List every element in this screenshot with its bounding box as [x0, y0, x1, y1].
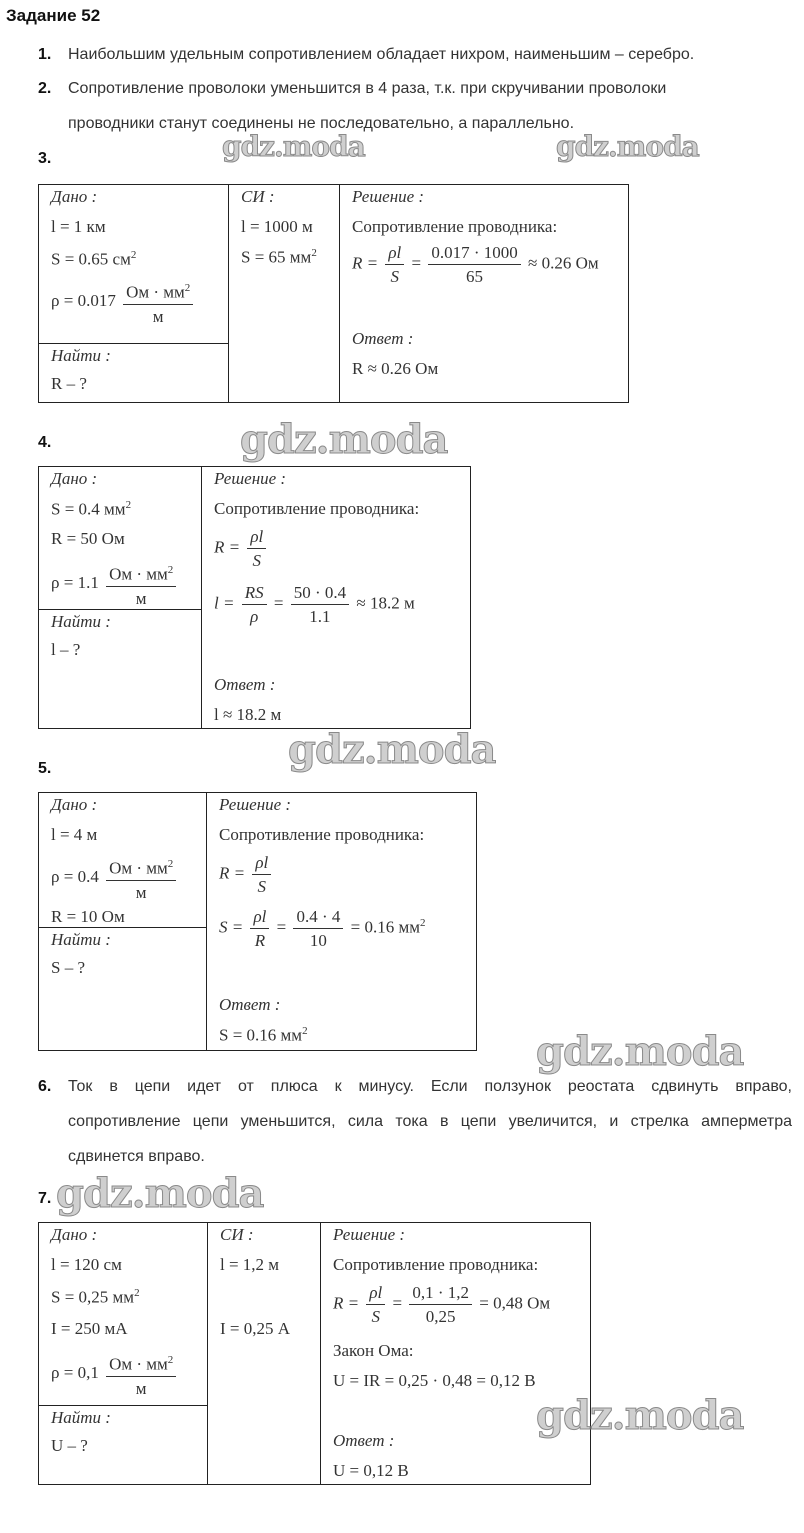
given-S: S = 0,25 $мм^2$	[51, 1287, 140, 1307]
watermark: gdz.moda	[536, 1392, 744, 1439]
solution-heading: Сопротивление проводника:	[214, 499, 420, 518]
solution-heading: Сопротивление проводника:	[352, 217, 558, 236]
given-l: l = 4 м	[51, 825, 98, 844]
watermark: gdz.moda	[240, 416, 448, 463]
item-number-4: 4.	[38, 434, 52, 451]
given-l: l = 1 км	[51, 217, 106, 236]
given-S: S = 0.65 $см^2$	[51, 249, 137, 269]
item-number-2: 2.	[38, 80, 52, 97]
answer-value: U = 0,12 В	[333, 1461, 409, 1480]
given-label: Дано :	[51, 1225, 98, 1244]
answer-label: Ответ :	[219, 995, 281, 1014]
resistance-formula: R = $\frac{\rho l}{S}$ = $\frac{0,1 \cdot 1,2}{0,25}$ = 0,48 Ом	[333, 1283, 551, 1326]
item-6-text-line2: сопротивление цепи уменьшится, сила тока в цепи увеличится, и стрелка амперметра	[68, 1113, 792, 1130]
given-R: R = 50 Ом	[51, 529, 125, 548]
task-5-table	[38, 792, 477, 1051]
answer-label: Ответ :	[214, 675, 276, 694]
find-value: l – ?	[51, 640, 81, 659]
solution-heading: Сопротивление проводника:	[333, 1255, 539, 1274]
find-label: Найти :	[51, 930, 111, 949]
resistance-formula: R = $\frac{\rho l}{S}$ = $\frac{0.017 \cdot 1000}{65}$ ≈ 0.26 Ом	[352, 243, 599, 286]
given-I: I = 250 мА	[51, 1319, 128, 1338]
solution-label: Решение :	[214, 469, 287, 488]
answer-value: S = 0.16 $мм^2$	[219, 1025, 308, 1045]
length-formula: l = $\frac{RS}{\rho}$ = $\frac{50 \cdot 0.4}{1.1}$ ≈ 18.2 м	[214, 583, 415, 626]
si-l: l = 1,2 м	[220, 1255, 280, 1274]
given-label: Дано :	[51, 469, 98, 488]
find-value: R – ?	[51, 374, 87, 393]
solution-label: Решение :	[352, 187, 425, 206]
si-l: l = 1000 м	[241, 217, 313, 236]
find-value: S – ?	[51, 958, 85, 977]
given-S: S = 0.4 $мм^2$	[51, 499, 132, 519]
find-label: Найти :	[51, 1408, 111, 1427]
si-label: СИ :	[220, 1225, 254, 1244]
si-S: S = 65 $мм^2$	[241, 247, 317, 267]
watermark: gdz.moda	[288, 726, 496, 773]
solution-label: Решение :	[219, 795, 292, 814]
item-6-text-line1: Ток в цепи идет от плюса к минусу. Если ползунок реостата сдвинуть вправо,	[68, 1078, 792, 1095]
solution-heading: Сопротивление проводника:	[219, 825, 425, 844]
item-1-text: Наибольшим удельным сопротивлением обладает нихром, наименьшим – серебро.	[68, 46, 695, 63]
ohm-law-formula: U = IR = 0,25 · 0,48 = 0,12 В	[333, 1371, 536, 1390]
resistance-formula: R = $\frac{\rho l}{S}$	[219, 853, 274, 896]
watermark: gdz.moda	[222, 130, 365, 163]
watermark: gdz.moda	[536, 1028, 744, 1075]
find-label: Найти :	[51, 346, 111, 365]
given-l: l = 120 см	[51, 1255, 122, 1274]
answer-value: R ≈ 0.26 Ом	[352, 359, 439, 378]
given-rho: ρ = 0,1 $\frac{Ом \cdot мм^2}{м}$	[51, 1351, 179, 1398]
answer-label: Ответ :	[352, 329, 414, 348]
si-label: СИ :	[241, 187, 275, 206]
item-number-6: 6.	[38, 1078, 52, 1095]
find-label: Найти :	[51, 612, 111, 631]
task-4-table	[38, 466, 471, 729]
item-2-text-line2: проводники станут соединены не последовательно, а параллельно.	[68, 115, 575, 132]
solution-label: Решение :	[333, 1225, 406, 1244]
task-7-table	[38, 1222, 591, 1485]
given-rho: ρ = 0.017 $\frac{Ом \cdot мм^2}{м}$	[51, 279, 196, 326]
item-number-5: 5.	[38, 760, 52, 777]
item-number-1: 1.	[38, 46, 52, 63]
find-value: U – ?	[51, 1436, 88, 1455]
given-R: R = 10 Ом	[51, 907, 125, 926]
task-3-table	[38, 184, 629, 403]
answer-label: Ответ :	[333, 1431, 395, 1450]
watermark: gdz.moda	[556, 130, 699, 163]
item-2-text-line1: Сопротивление проволоки уменьшится в 4 раза, т.к. при скручивании проволоки	[68, 80, 667, 97]
given-label: Дано :	[51, 187, 98, 206]
item-number-7: 7.	[38, 1190, 52, 1207]
ohm-law-label: Закон Ома:	[333, 1341, 414, 1360]
watermark: gdz.moda	[56, 1170, 264, 1217]
given-rho: ρ = 1.1 $\frac{Ом \cdot мм^2}{м}$	[51, 561, 179, 608]
page-title: Задание 52	[6, 6, 101, 25]
item-6-text-line3: сдвинется вправо.	[68, 1148, 205, 1165]
item-number-3: 3.	[38, 150, 52, 167]
given-rho: ρ = 0.4 $\frac{Ом \cdot мм^2}{м}$	[51, 855, 179, 902]
answer-value: l ≈ 18.2 м	[214, 705, 282, 724]
resistance-formula: R = $\frac{\rho l}{S}$	[214, 527, 269, 570]
given-label: Дано :	[51, 795, 98, 814]
area-formula: S = $\frac{\rho l}{R}$ = $\frac{0.4 \cdot 4}{10}$ = 0.16 $мм^2$	[219, 907, 426, 950]
si-I: I = 0,25 А	[220, 1319, 291, 1338]
